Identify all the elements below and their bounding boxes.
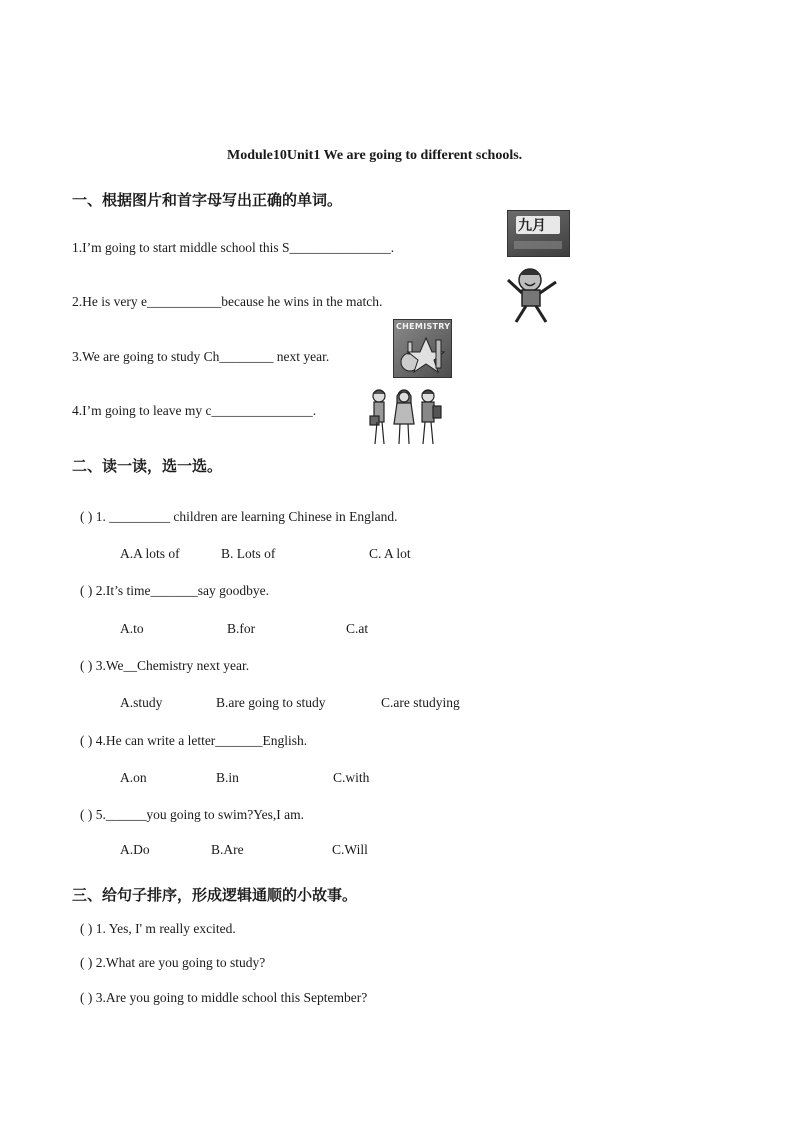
option-2-1-b: B. Lots of bbox=[221, 546, 276, 561]
option-2-5-a: A.Do bbox=[120, 842, 150, 857]
sentence-3-2: ( ) 2.What are you going to study? bbox=[80, 955, 266, 970]
september-text: 九月 bbox=[518, 218, 546, 234]
children-picture bbox=[364, 386, 446, 448]
option-2-4-a: A.on bbox=[120, 770, 147, 785]
september-picture bbox=[507, 210, 570, 257]
option-2-3-b: B.are going to study bbox=[216, 695, 326, 710]
question-2-4: ( ) 4.He can write a letter_______English. bbox=[80, 733, 308, 748]
page-title: Module10Unit1 We are going to different schools. bbox=[227, 148, 523, 163]
option-2-3-a: A.study bbox=[120, 695, 163, 710]
option-2-4-b: B.in bbox=[216, 770, 239, 785]
option-2-5-c: C.Will bbox=[332, 842, 368, 857]
option-2-1-a: A.A lots of bbox=[120, 546, 180, 561]
sentence-3-1: ( ) 1. Yes, I' m really excited. bbox=[80, 921, 236, 936]
option-2-2-a: A.to bbox=[120, 621, 144, 636]
question-2-1: ( ) 1. _________ children are learning Chinese in England. bbox=[80, 509, 398, 524]
option-2-1-c: C. A lot bbox=[369, 546, 411, 561]
question-2-3: ( ) 3.We__Chemistry next year. bbox=[80, 658, 250, 673]
option-2-5-b: B.Are bbox=[211, 842, 244, 857]
exercise-1-1: 1.I’m going to start middle school this S_______________. bbox=[72, 240, 395, 255]
chemistry-text: CHEMISTRY bbox=[396, 322, 451, 331]
option-2-4-c: C.with bbox=[333, 770, 370, 785]
excited-boy-picture bbox=[500, 266, 564, 326]
question-2-5: ( ) 5.______you going to swim?Yes,I am. bbox=[80, 807, 304, 822]
option-2-2-b: B.for bbox=[227, 621, 256, 636]
exercise-1-4: 4.I’m going to leave my c_______________. bbox=[72, 403, 317, 418]
exercise-1-3: 3.We are going to study Ch________ next year. bbox=[72, 349, 330, 364]
option-2-2-c: C.at bbox=[346, 621, 369, 636]
section-1-heading: 一、根据图片和首字母写出正确的单词。 bbox=[72, 191, 343, 209]
sentence-3-3: ( ) 3.Are you going to middle school this September? bbox=[80, 990, 368, 1005]
chemistry-picture bbox=[393, 319, 452, 378]
option-2-3-c: C.are studying bbox=[381, 695, 460, 710]
question-2-2: ( ) 2.It’s time_______say goodbye. bbox=[80, 583, 269, 598]
exercise-1-2: 2.He is very e___________because he wins in the match. bbox=[72, 294, 383, 309]
section-2-heading: 二、读一读，选一选。 bbox=[72, 457, 223, 475]
section-3-heading: 三、给句子排序，形成逻辑通顺的小故事。 bbox=[72, 886, 358, 904]
